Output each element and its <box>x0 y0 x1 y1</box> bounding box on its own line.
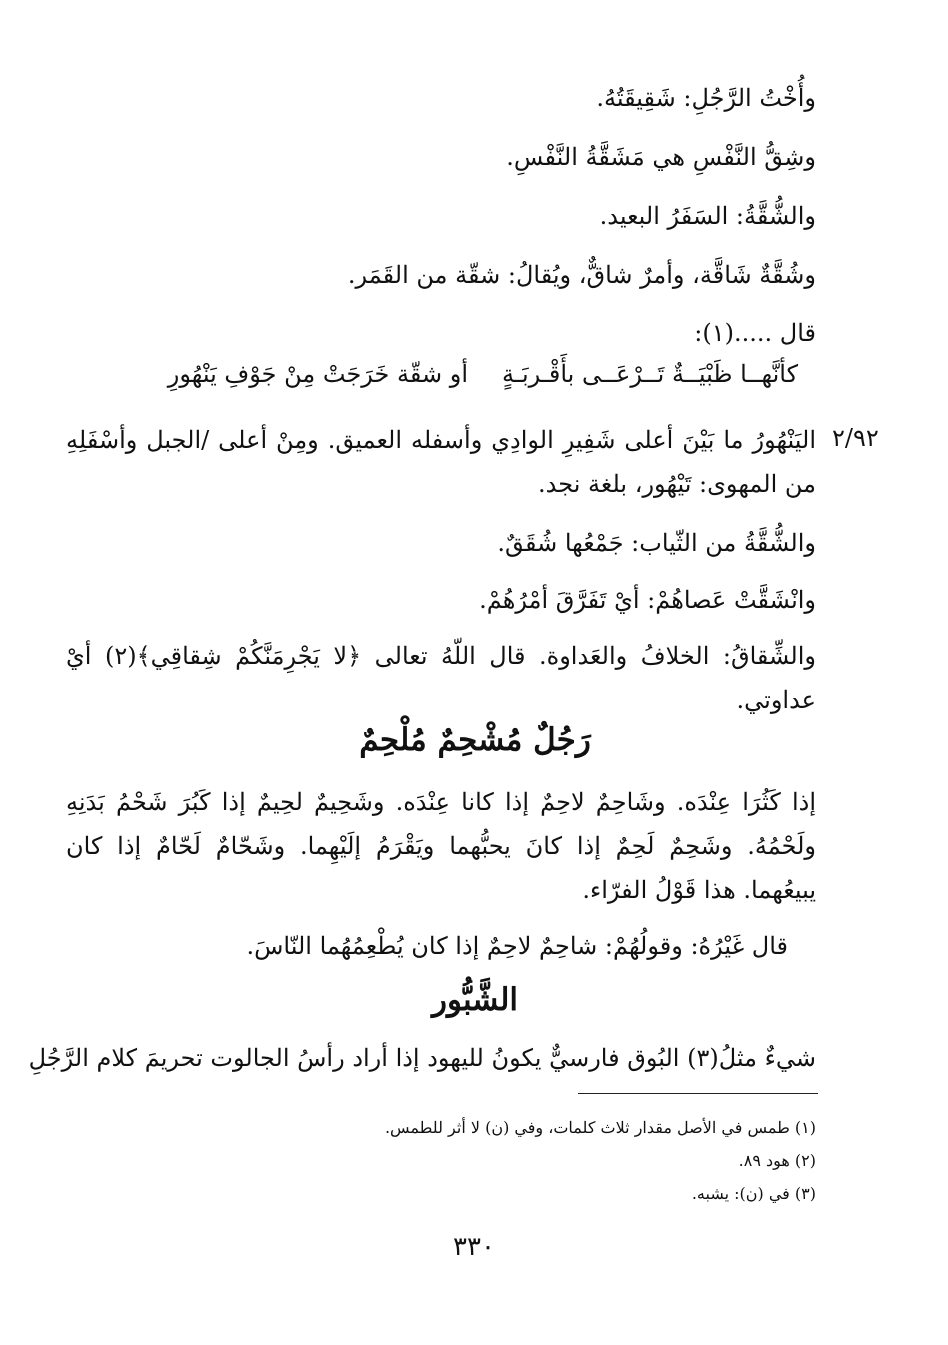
text-line-shuqqa-safar: والشُّقَّةُ: السَفَرُ البعيد. <box>599 202 816 230</box>
text-line-shuqqa-thiyab: والشُّقَّةُ من الثّياب: جَمْعُها شُقَقٌ. <box>497 529 816 557</box>
text-line-shuqqa-shaqqa: وشُقَّةٌ شَاقَّة، وأمرٌ شاقٌّ، ويُقالُ: شقّة من القَمَر. <box>347 261 816 289</box>
section-heading-mushhim: رَجُلٌ مُشْحِمٌ مُلْحِمٌ <box>359 722 591 758</box>
paragraph-shiqaq: والشِّقاقُ: الخلافُ والعَداوة. قال اللّهُ تعالى ﴿لا يَجْرِمَنَّكُمْ شِقاقِي﴾(٢) أيْ عداوتي. <box>66 642 816 714</box>
text-line-inshaqqat: وانْشَقَّتْ عَصاهُمْ: أيْ تَفَرَّقَ أمْرُهُمْ. <box>479 586 816 614</box>
page-number: ٣٣٠ <box>453 1232 495 1262</box>
paragraph-yanhur: اليَنْهُورُ ما بَيْنَ أعلى شَفِيرِ الوادِي وأسفله العميق. ومِنْ أعلى /الجبل وأسْفَلِهِ من المهوى: تَيْهُور، بلغة نجد. <box>66 426 816 498</box>
paragraph-mushhim: إذا كَثُرَا عِنْدَه. وشَاحِمٌ لاحِمٌ إذا كانا عِنْدَه. وشَحِيمٌ لحِيمٌ إذا كَبُرَ شَحْمُ بَدَنِهِ ولَحْمُهُ. وشَحِمٌ لَحِمٌ إذا كانَ يحبُّهما ويَقْرَمُ إلَيْهِما. وشَحّامٌ لَحّامٌ إذا كان يبيعُهما. هذا قَوْلُ الفرّاء. <box>66 788 817 904</box>
paragraph-qala-ghayruhu: قال غَيْرُهُ: وقولُهُمْ: شاحِمٌ لاحِمٌ إذا كان يُطْعِمُهُما النّاسَ. <box>246 932 788 960</box>
verse-second-hemistich: أو شقّة خَرَجَتْ مِنْ جَوْفِ يَنْهُورِ <box>167 360 468 388</box>
margin-page-reference: ٢/٩٢ <box>832 424 879 452</box>
text-line-ukht: وأُخْتُ الرَّجُلِ: شَقِيقَتُهُ. <box>596 84 816 112</box>
section-heading-shabbur: الشَّبُّور <box>431 982 519 1018</box>
text-line-qala: قال .....(١): <box>694 319 816 347</box>
footnote-1: (١) طمس في الأصل مقدار ثلاث كلمات، وفي (ن) لا أثر للطمس. <box>384 1118 816 1137</box>
text-line-shiqq: وشِقُّ النَّفْسِ هي مَشَقَّةُ النَّفْسِ. <box>506 143 816 171</box>
verse-first-hemistich: كأنَّهــا ظَبْيَــةٌ تَــرْعَــى بأَقْـربَـةٍ <box>502 360 798 388</box>
paragraph-shabbur: شيءٌ مثلُ(٣) البُوق فارسيٌّ يكونُ لليهود إذا أراد رأسُ الجالوت تحريمَ كلام الرَّجُلِ <box>28 1044 816 1072</box>
footnote-3: (٣) في (ن): يشبه. <box>691 1184 816 1203</box>
footnote-2: (٢) هود ٨٩. <box>738 1151 816 1170</box>
footnote-separator <box>578 1093 818 1094</box>
